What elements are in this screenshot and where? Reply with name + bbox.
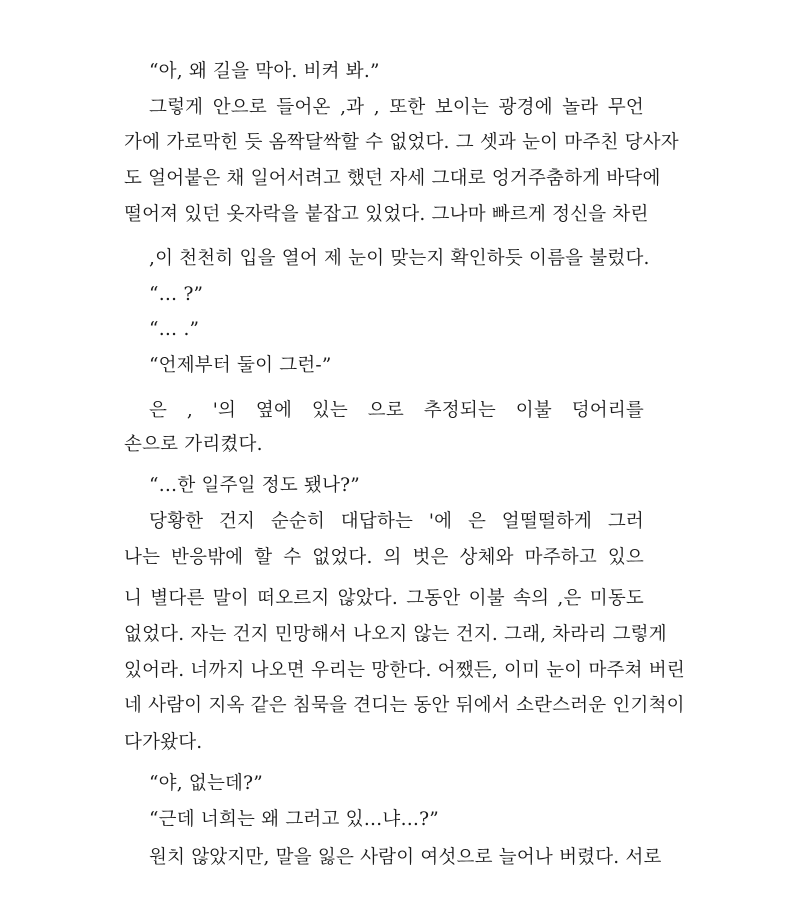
text-line-14: 나는 반응밖에 할 수 없었다. 의 벗은 상체와 마주하고 있으 (124, 547, 644, 568)
text-line-15: 니 별다른 말이 떠오르지 않았다. 그동안 이불 속의 ,은 미동도 (124, 588, 644, 609)
text-line-7: “… ?” (149, 284, 204, 305)
text-line-21: “근데 너희는 왜 그러고 있…냐…?” (149, 809, 439, 830)
text-line-2: 그렇게 안으로 들어온 ,과 , 또한 보이는 광경에 놀라 무언 (149, 97, 644, 118)
text-line-20: “야, 없는데?” (149, 773, 263, 794)
text-line-12: “…한 일주일 정도 됐나?” (149, 475, 360, 496)
text-line-11: 손으로 가리켰다. (124, 434, 263, 455)
text-line-3: 가에 가로막힌 듯 옴짝달싹할 수 없었다. 그 셋과 눈이 마주친 당사자 (124, 132, 679, 153)
text-line-4: 도 얼어붙은 채 일어서려고 했던 자세 그대로 엉거주춤하게 바닥에 (124, 168, 661, 189)
text-line-6: ,이 천천히 입을 열어 제 눈이 맞는지 확인하듯 이름을 불렀다. (149, 248, 650, 269)
text-line-18: 네 사람이 지옥 같은 침묵을 견디는 동안 뒤에서 소란스러운 인기척이 (124, 695, 685, 716)
text-line-9: “언제부터 둘이 그런-” (149, 355, 332, 376)
text-line-19: 다가왔다. (124, 732, 203, 753)
text-line-22: 원치 않았지만, 말을 잃은 사람이 여섯으로 늘어나 버렸다. 서로 (149, 847, 662, 868)
text-line-17: 있어라. 너까지 나오면 우리는 망한다. 어쨌든, 이미 눈이 마주쳐 버린 (124, 660, 685, 681)
text-line-5: 떨어져 있던 옷자락을 붙잡고 있었다. 그나마 빠르게 정신을 차린 (124, 204, 649, 225)
text-line-10: 은 , '의 옆에 있는 으로 추정되는 이불 덩어리를 (149, 400, 644, 421)
text-line-8: “… .” (149, 319, 200, 340)
text-line-13: 당황한 건지 순순히 대답하는 '에 은 얼떨떨하게 그러 (149, 511, 644, 532)
text-line-1: “아, 왜 길을 막아. 비켜 봐.” (149, 61, 380, 82)
text-line-16: 없었다. 자는 건지 민망해서 나오지 않는 건지. 그래, 차라리 그렇게 (124, 624, 667, 645)
